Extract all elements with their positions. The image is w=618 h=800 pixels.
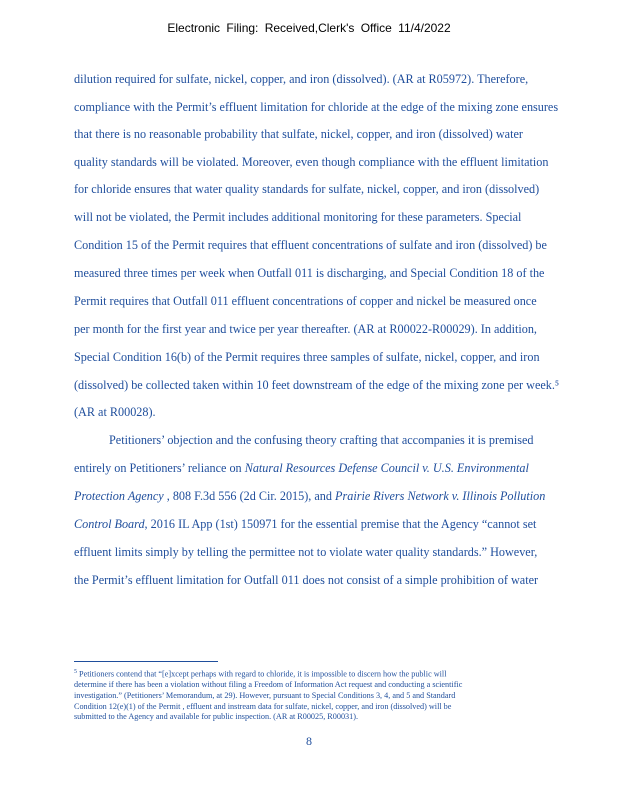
paragraph2-line <box>74 517 536 532</box>
footnote-marker: 5 <box>74 669 77 675</box>
body-line: for chloride ensures that water quality standards for sulfate, nickel, copper, and iron (dissolved) <box>74 182 540 196</box>
body-line: (dissolved) be collected taken within 10 feet downstream of the edge of the mixing zone per week.⁵ <box>74 378 560 392</box>
case-citation: Prairie Rivers Network v. Illinois Pollution <box>335 489 546 503</box>
paragraph2-line <box>74 489 545 504</box>
page-number: 8 <box>306 734 312 748</box>
case-citation: Natural Resources Defense Council v. U.S. Environmental <box>244 461 529 475</box>
body-line: dilution required for sulfate, nickel, copper, and iron (dissolved). (AR at R05972). Therefore, <box>74 72 529 86</box>
body-line: measured three times per week when Outfall 011 is discharging, and Special Condition 18 of the <box>74 266 545 280</box>
text-run: , 808 F.3d 556 (2d Cir. 2015), and <box>163 489 336 503</box>
filing-header: Electronic Filing: Received,Clerk's Office 11/4/2022 <box>167 21 451 35</box>
footnote-separator <box>74 661 218 662</box>
case-citation: Protection Agency <box>74 489 164 503</box>
footnote-line <box>74 667 554 680</box>
paragraph2-line: the Permit’s effluent limitation for Outfall 011 does not consist of a simple prohibition of water <box>74 573 539 587</box>
footnote-text: Petitioners contend that “[e]xcept perhaps with regard to chloride, it is impossible to discern how the public will <box>77 669 447 679</box>
footnote-line: investigation.” (Petitioners’ Memorandum, at 29). However, pursuant to Special Conditions 3, 4, and 5 and Standard <box>74 690 456 700</box>
paragraph2-line <box>74 461 529 476</box>
body-line: Permit requires that Outfall 011 effluent concentrations of copper and nickel be measured once <box>74 294 537 308</box>
text-run: entirely on Petitioners’ reliance on <box>74 461 245 475</box>
footnote-line: submitted to the Agency and available for public inspection. (AR at R00025, R00031). <box>74 712 359 722</box>
footnote-line: determine if there has been a violation without filing a Freedom of Information Act request and conducting a scientific <box>74 680 463 690</box>
body-line: that there is no reasonable probability that sulfate, nickel, copper, and iron (dissolved) water <box>74 127 523 141</box>
body-line: Special Condition 16(b) of the Permit requires three samples of sulfate, nickel, copper, and iron <box>74 350 540 364</box>
body-line: will not be violated, the Permit includes additional monitoring for these parameters. Special <box>74 210 522 224</box>
body-line: Condition 15 of the Permit requires that effluent concentrations of sulfate and iron (dissolved) be <box>74 238 547 252</box>
body-line: quality standards will be violated. Moreover, even though compliance with the effluent limitation <box>74 155 549 169</box>
body-line: per month for the first year and twice per year thereafter. (AR at R00022-R00029). In addition, <box>74 322 537 336</box>
paragraph2-line: effluent limits simply by telling the permittee not to violate water quality standards.” However, <box>74 545 538 559</box>
footnote <box>74 667 554 723</box>
text-run: , 2016 IL App (1st) 150971 for the essential premise that the Agency “cannot set <box>144 517 537 531</box>
paragraph2-line: Petitioners’ objection and the confusing theory crafting that accompanies it is premised <box>109 433 534 447</box>
body-line: (AR at R00028). <box>74 405 156 419</box>
body-line: compliance with the Permit’s effluent limitation for chloride at the edge of the mixing zone ensures <box>74 100 559 114</box>
footnote-line: Condition 12(e)(1) of the Permit , effluent and instream data for sulfate, nickel, copper, and iron (dissolved) will be <box>74 701 452 711</box>
case-citation: Control Board <box>74 517 145 531</box>
